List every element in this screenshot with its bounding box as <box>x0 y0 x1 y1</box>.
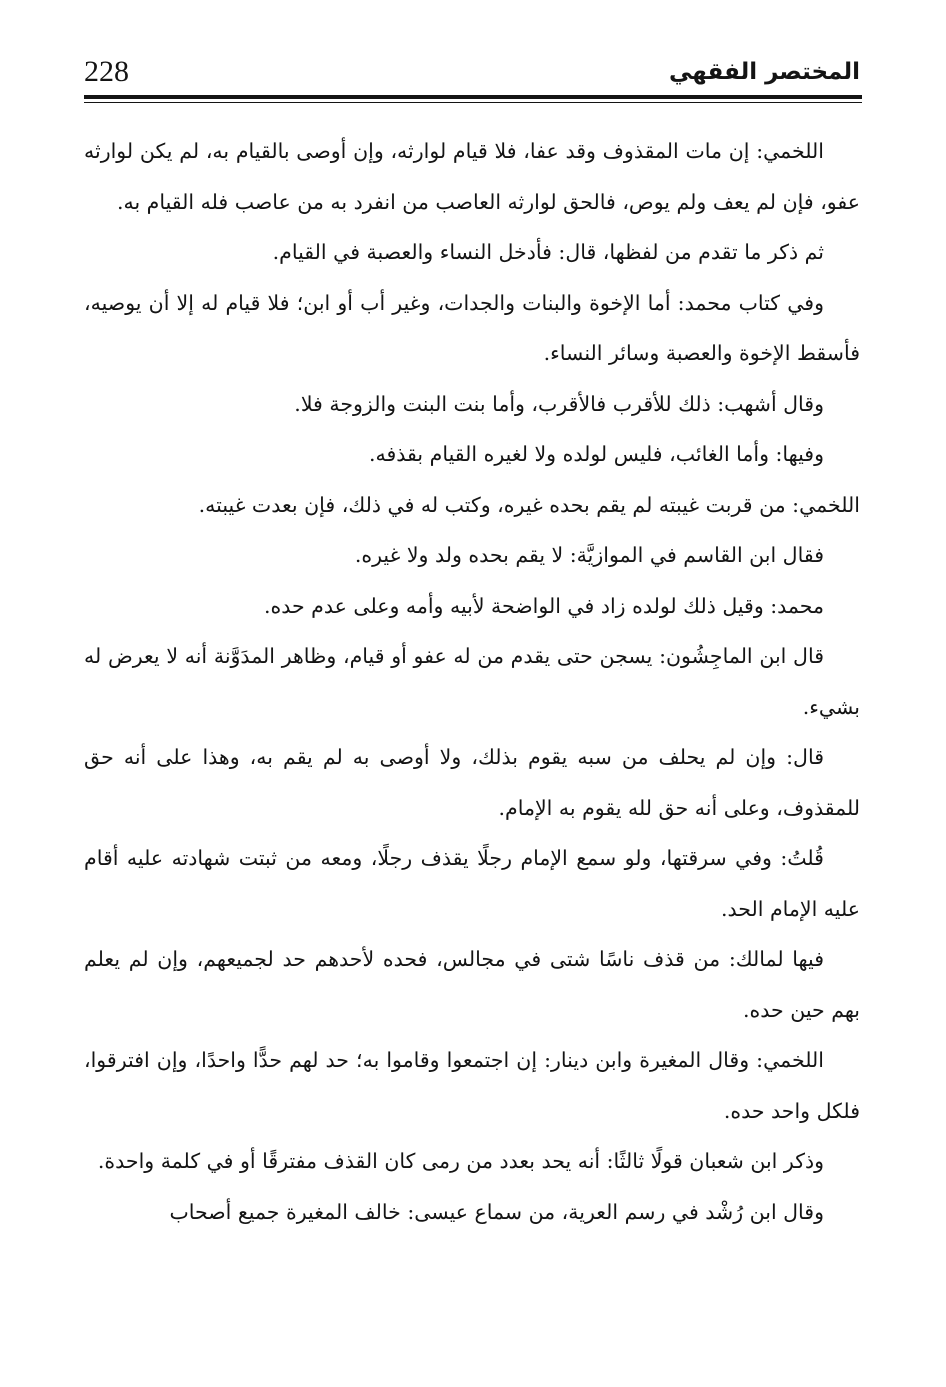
paragraph: اللخمي: وقال المغيرة وابن دينار: إن اجتمعوا وقاموا به؛ حد لهم حدًّا واحدًا، وإن افترقوا، فلكل واحد حده. <box>84 1048 860 1123</box>
body-text <box>84 126 860 1237</box>
page-number: 228 <box>84 55 129 88</box>
paragraph: ثم ذكر ما تقدم من لفظها، قال: فأدخل النساء والعصبة في القيام. <box>272 240 824 264</box>
page-header <box>84 52 860 92</box>
paragraph: قُلتُ: وفي سرقتها، ولو سمع الإمام رجلًا يقذف رجلًا، ومعه من ثبتت شهادته عليه أقام عليه الإمام الحد. <box>84 846 860 921</box>
paragraph: وفي كتاب محمد: أما الإخوة والبنات والجدات، وغير أب أو ابن؛ فلا قيام له إلا أن يوصيه، فأسقط الإخوة والعصبة وسائر النساء. <box>84 290 860 365</box>
paragraph: قال ابن الماجِشُون: يسجن حتى يقدم من له عفو أو قيام، وظاهر المدَوَّنة أنه لا يعرض له بشيء. <box>84 644 860 719</box>
paragraph: فقال ابن القاسم في الموازيَّة: لا يقم بحده ولد ولا غيره. <box>354 543 824 567</box>
paragraph: قال: وإن لم يحلف من سبه يقوم بذلك، ولا أوصى به لم يقم به، وهذا على أنه حق للمقذوف، وعلى أنه حق لله يقوم به الإمام. <box>84 745 860 820</box>
header-rule-thick <box>84 95 862 99</box>
paragraph: وذكر ابن شعبان قولًا ثالثًا: أنه يحد بعدد من رمى كان القذف مفترقًا أو في كلمة واحدة. <box>97 1149 824 1173</box>
header-rule-thin <box>84 102 862 103</box>
paragraph: محمد: وقيل ذلك لولده زاد في الواضحة لأبيه وأمه وعلى عدم حده. <box>263 593 824 618</box>
paragraph: فيها لمالك: من قذف ناسًا شتى في مجالس، فحده لأحدهم حد لجميعهم، وإن لم يعلم بهم حين حده. <box>84 947 860 1022</box>
paragraph: وقال ابن رُشْد في رسم العرية، من سماع عيسى: خالف المغيرة جميع أصحاب <box>169 1199 824 1224</box>
paragraph: وفيها: وأما الغائب، فليس لولده ولا لغيره القيام بقذفه. <box>368 442 824 466</box>
paragraph: اللخمي: إن مات المقذوف وقد عفا، فلا قيام لوارثه، وإن أوصى بالقيام به، لم يكن لوارثه عفو، فإن لم يعف ولم يوص، فالحق لوارثه العاصب من انفرد به من عاصب فله القيام به. <box>84 139 860 214</box>
running-title: المختصر الفقهي <box>669 59 860 85</box>
paragraph: وقال أشهب: ذلك للأقرب فالأقرب، وأما بنت البنت والزوجة فلا. <box>294 391 824 416</box>
paragraph: اللخمي: من قربت غيبته لم يقم بحده غيره، وكتب له في ذلك، فإن بعدت غيبته. <box>198 492 860 517</box>
